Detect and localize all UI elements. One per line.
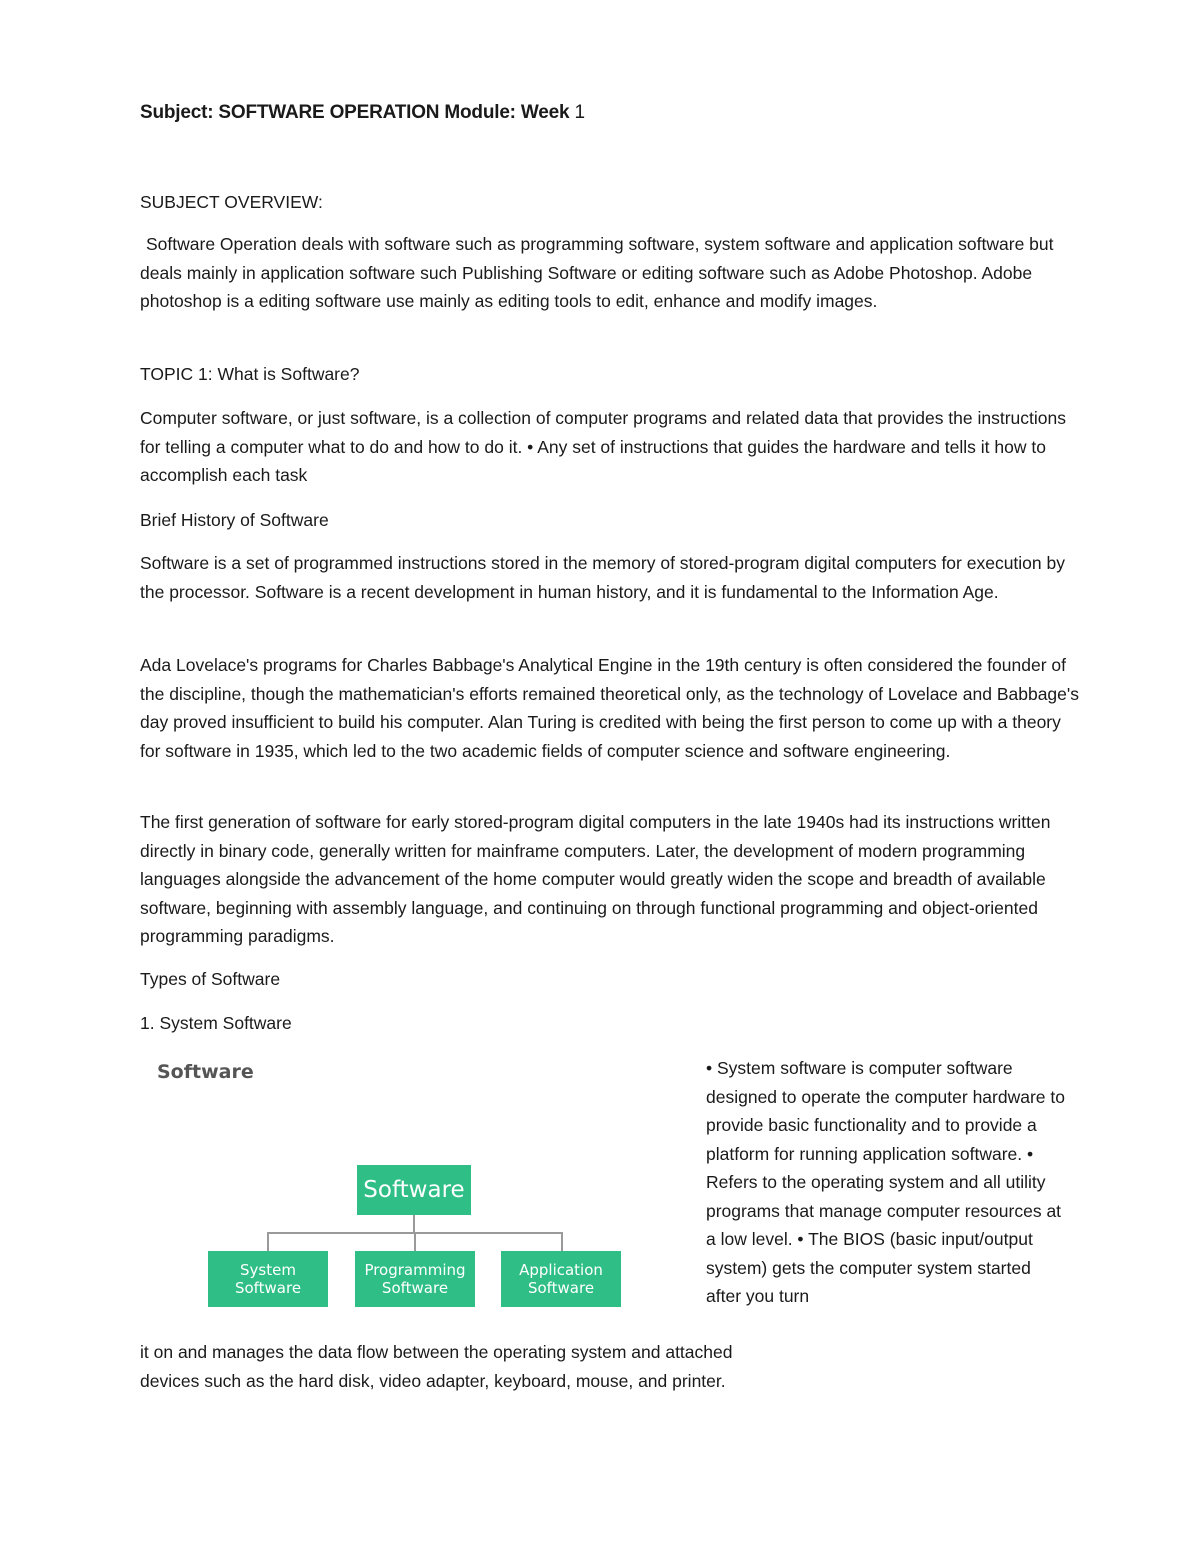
node-label-line1: Application	[519, 1261, 603, 1279]
connector-system	[267, 1232, 269, 1251]
history-paragraph-1: Software is a set of programmed instructions stored in the memory of stored-program digital computers for execution by the processor. Software is a recent development in human history, and it is fundamental to the Information Age.	[140, 553, 1065, 602]
system-software-node	[208, 1251, 328, 1307]
software-root-node: Software	[357, 1165, 471, 1215]
node-label-line2: Software	[381, 1279, 449, 1297]
node-label-line1: System	[240, 1261, 296, 1279]
system-software-continuation	[140, 1338, 1080, 1395]
connector-root-stem	[413, 1215, 415, 1233]
connector-application	[561, 1232, 563, 1251]
software-hierarchy-figure	[145, 1055, 640, 1325]
history-paragraph-2: Ada Lovelace's programs for Charles Babbage's Analytical Engine in the 19th century is often considered the founder of the discipline, though the mathematician's efforts remained theoretical only, as the technology of Lovelace and Babbage's day proved insufficient to build his computer. Alan Turing is credited with being the first person to come up with a theory for software in 1935, which led to the two academic fields of computer science and software engineering.	[140, 655, 1079, 761]
system-software-description: • System software is computer software designed to operate the computer hardware to provide basic functionality and to provide a platform for running application software. • Refers to the operating system and all utility programs that manage computer resources at a low level. • The BIOS (basic input/output system) gets the computer system started after you turn	[706, 1058, 1065, 1306]
types-heading: Types of Software	[140, 969, 281, 989]
continuation-line-1: it on and manages the data flow between the operating system and attached	[140, 1342, 733, 1362]
week-number: 1	[574, 102, 585, 123]
overview-heading: SUBJECT OVERVIEW:	[140, 192, 323, 212]
overview-paragraph	[140, 230, 1080, 316]
application-software-node	[501, 1251, 621, 1307]
figure-caption: Software	[157, 1061, 254, 1083]
topic1-heading: TOPIC 1: What is Software?	[140, 364, 360, 384]
node-label-line2: Software	[234, 1279, 302, 1297]
continuation-line-2: devices such as the hard disk, video adapter, keyboard, mouse, and printer.	[140, 1370, 726, 1391]
document-title	[140, 102, 585, 124]
node-label-line2: Software	[527, 1279, 595, 1297]
node-label-line1: Programming	[364, 1261, 466, 1279]
overview-text: Software Operation deals with software such as programming software, system software and application software but deals mainly in application software such Publishing Software or editing software such as Adobe Photoshop. Adobe photoshop is a editing software use mainly as editing tools to edit, enhance and modify images.	[140, 234, 1054, 311]
system-software-heading: 1. System Software	[140, 1013, 292, 1033]
history-paragraph-3: The first generation of software for early stored-program digital computers in the late 1940s had its instructions written directly in binary code, generally written for mainframe computers. Later, the development of modern programming languages alongside the advancement of the home computer would greatly widen the scope and breadth of available software, beginning with assembly language, and continuing on through functional programming and object-oriented programming paradigms.	[140, 812, 1051, 946]
programming-software-node	[355, 1251, 475, 1307]
history-heading: Brief History of Software	[140, 510, 329, 530]
title-text: Subject: SOFTWARE OPERATION Module: Week	[140, 102, 570, 123]
software-definition: Computer software, or just software, is a collection of computer programs and related data that provides the instructions for telling a computer what to do and how to do it. • Any set of instructions that guides the hardware and tells it how to accomplish each task	[140, 408, 1067, 485]
connector-programming	[414, 1232, 416, 1251]
